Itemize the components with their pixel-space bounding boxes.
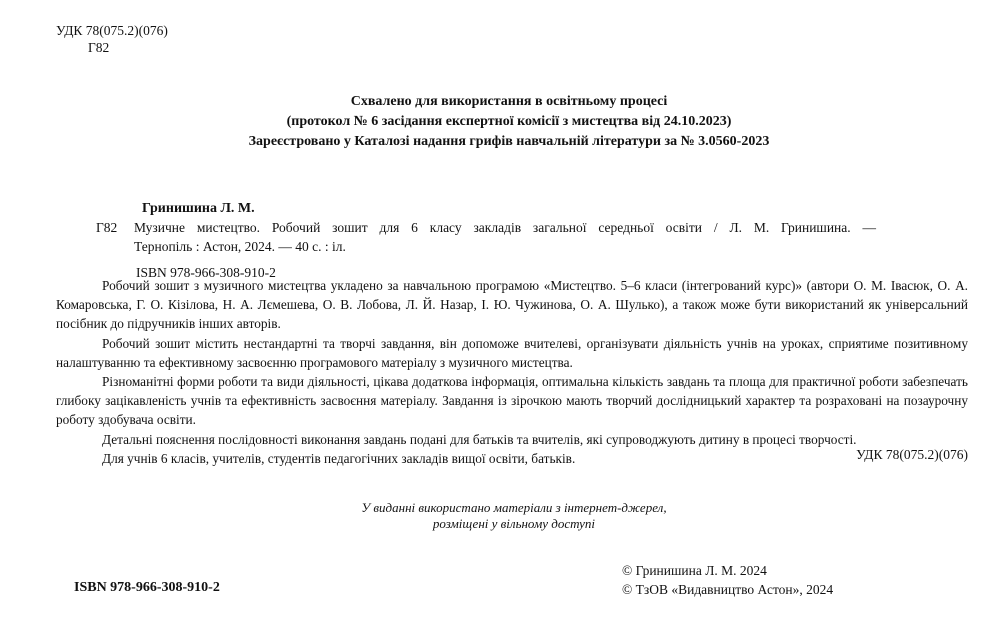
udk-footer-code: УДК 78(075.2)(076): [856, 447, 968, 462]
sources-note-line-2: розміщені у вільному доступі: [432, 516, 596, 531]
sources-note: [0, 500, 1000, 532]
author-name: Гринишина Л. М.: [142, 201, 255, 216]
approval-line-2: (протокол № 6 засідання експертної комісії з мистецтва від 24.10.2023): [286, 114, 732, 129]
udk-code: УДК 78(075.2)(076): [56, 23, 168, 38]
isbn-footer: ISBN 978-966-308-910-2: [74, 580, 220, 595]
copyright-publisher: © ТзОВ «Видавництво Астон», 2024: [622, 582, 834, 597]
paragraph: Робочий зошит з музичного мистецтва укладено за навчальною програмою «Мистецтво. 5–6 класи (інтегрований курс)» (автори О. М. Івасюк, О. А. Комаровська, Г. О. Кізілова, Н. А. Лємешева, О. В. Лобова, Л. Й. Назар, І. Ю. Чужинова, О. А. Шулько), а також може бути використаний як універсальний посібник до підручників інших авторів.: [56, 278, 968, 332]
paragraph: Для учнів 6 класів, учителів, студентів педагогічних закладів вищої освіти, батьків.: [102, 450, 576, 466]
biblio-isbn: ISBN 978-966-308-910-2: [136, 265, 276, 280]
approval-stamp: [0, 92, 1000, 152]
paragraph: Робочий зошит містить нестандартні та творчі завдання, він допоможе вчителеві, організувати діяльність учнів на уроках, сприятиме позитивному налаштуванню та ефективному засвоєнню програмового матеріалу з музичного мистецтва.: [56, 335, 968, 370]
approval-line-1: Схвалено для використання в освітньому процесі: [350, 94, 668, 109]
paragraph: Детальні пояснення послідовності виконання завдань подані для батьків та вчителів, які супроводжують дитину в процесі творчості.: [102, 431, 857, 447]
bibliographic-record: [96, 218, 876, 282]
paragraph: Різноманітні форми роботи та види діяльності, цікава додаткова інформація, оптимальна кількість завдань та площа для практичної роботи забезпечать глибоку зацікавленість учнів та ефективність засвоєння матеріалу. Завдання із зірочкою мають творчий дослідницький характер та розраховані на позаурочну роботу здобувача освіти.: [56, 374, 968, 428]
copyright-block: [622, 561, 833, 599]
copyright-author: © Гринишина Л. М. 2024: [622, 563, 767, 578]
udk-header: [56, 22, 168, 56]
author-index-code: Г82: [88, 40, 110, 55]
annotation-text: [56, 276, 968, 468]
sources-note-line-1: У виданні використано матеріали з інтернет-джерел,: [361, 500, 667, 515]
biblio-description: Музичне мистецтво. Робочий зошит для 6 класу закладів загальної середньої освіти / Л. М. Гринишина. —: [134, 220, 876, 235]
approval-line-3: Зареєстровано у Каталозі надання грифів навчальній літератури за № 3.0560-2023: [248, 134, 770, 149]
biblio-code: Г82: [96, 220, 118, 235]
biblio-imprint: Тернопіль : Астон, 2024. — 40 с. : іл.: [134, 239, 346, 254]
